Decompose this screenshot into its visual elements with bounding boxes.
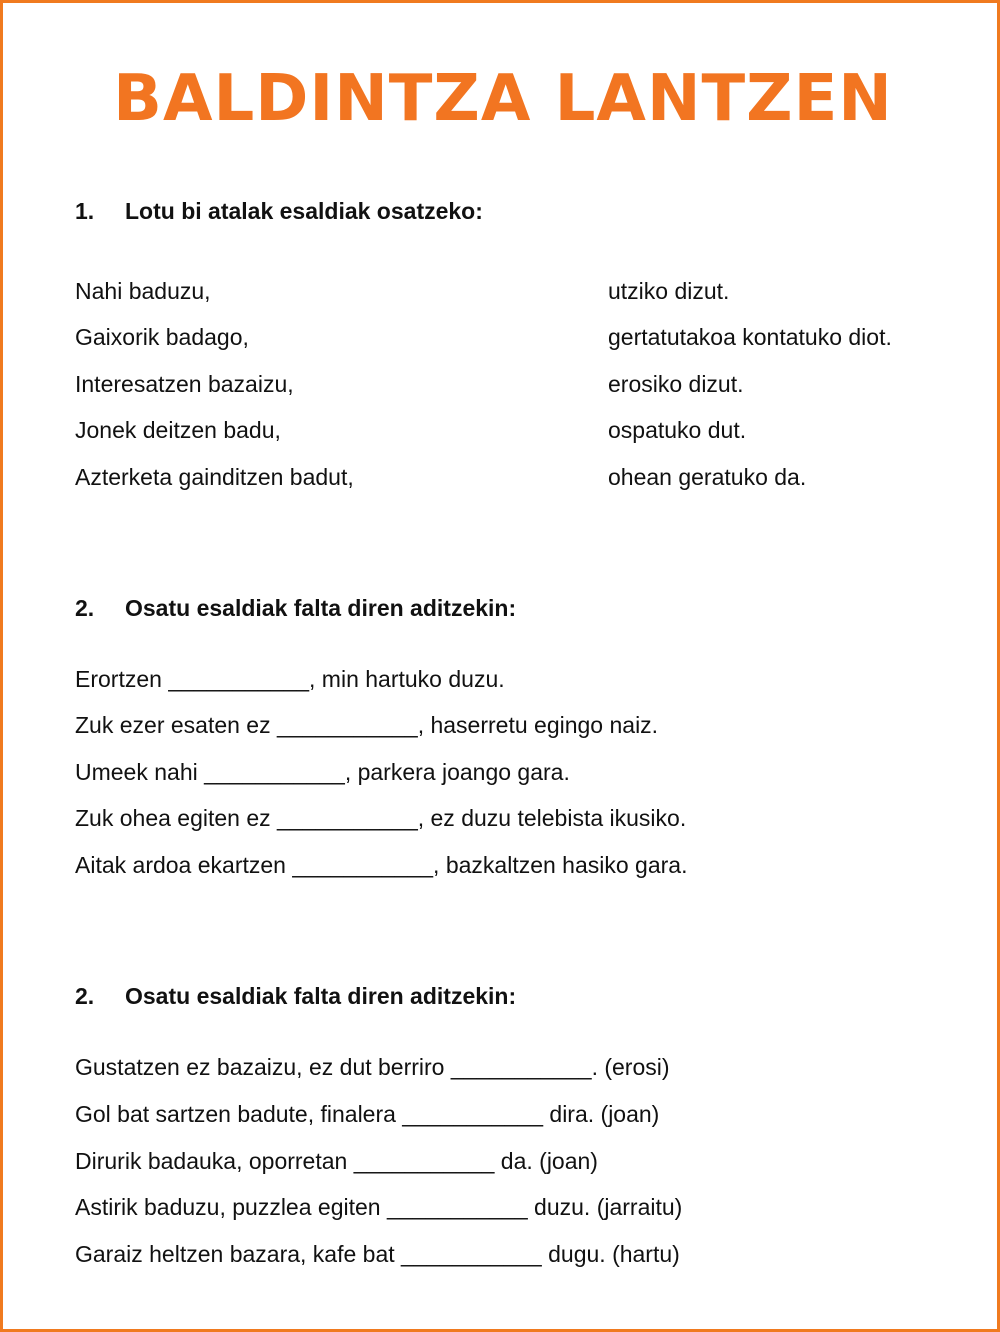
section-2-heading-text: Osatu esaldiak falta diren aditzekin:	[125, 595, 517, 621]
match-right-4: ospatuko dut.	[608, 417, 747, 443]
section-1-number: 1.	[75, 198, 95, 224]
fill-line-3-1: Gustatzen ez bazaizu, ez dut berriro ___________. (erosi)	[75, 1054, 670, 1080]
match-right-5: ohean geratuko da.	[608, 464, 807, 490]
match-left-4: Jonek deitzen badu,	[75, 417, 281, 443]
fill-line-2-1: Erortzen ___________, min hartuko duzu.	[75, 666, 505, 692]
section-2-number: 2.	[75, 595, 95, 621]
fill-line-2-3: Umeek nahi ___________, parkera joango gara.	[75, 759, 570, 785]
section-3-heading-text: Osatu esaldiak falta diren aditzekin:	[125, 983, 517, 1009]
fill-line-3-4: Astirik baduzu, puzzlea egiten ___________ duzu. (jarraitu)	[75, 1194, 683, 1220]
fill-line-2-2: Zuk ezer esaten ez ___________, haserretu egingo naiz.	[75, 712, 659, 738]
section-1-heading	[75, 197, 483, 225]
fill-line-2-4: Zuk ohea egiten ez ___________, ez duzu telebista ikusiko.	[75, 805, 687, 831]
match-left-2: Gaixorik badago,	[75, 324, 249, 350]
page-title: BALDINTZA LANTZEN	[113, 62, 893, 136]
match-right-2: gertatutakoa kontatuko diot.	[608, 324, 892, 350]
section-3-number: 2.	[75, 983, 95, 1009]
match-left-3: Interesatzen bazaizu,	[75, 371, 294, 397]
section-2-heading	[75, 594, 516, 622]
match-left-5: Azterketa gainditzen badut,	[75, 464, 354, 490]
fill-line-3-3: Dirurik badauka, oporretan ___________ da. (joan)	[75, 1148, 598, 1174]
match-right-3: erosiko dizut.	[608, 371, 744, 397]
section-1-heading-text: Lotu bi atalak esaldiak osatzeko:	[125, 198, 483, 224]
fill-line-3-5: Garaiz heltzen bazara, kafe bat ___________ dugu. (hartu)	[75, 1241, 680, 1267]
fill-line-2-5: Aitak ardoa ekartzen ___________, bazkaltzen hasiko gara.	[75, 852, 688, 878]
match-left-1: Nahi baduzu,	[75, 278, 211, 304]
section-3-heading	[75, 982, 516, 1010]
fill-line-3-2: Gol bat sartzen badute, finalera ___________ dira. (joan)	[75, 1101, 660, 1127]
match-right-1: utziko dizut.	[608, 278, 730, 304]
